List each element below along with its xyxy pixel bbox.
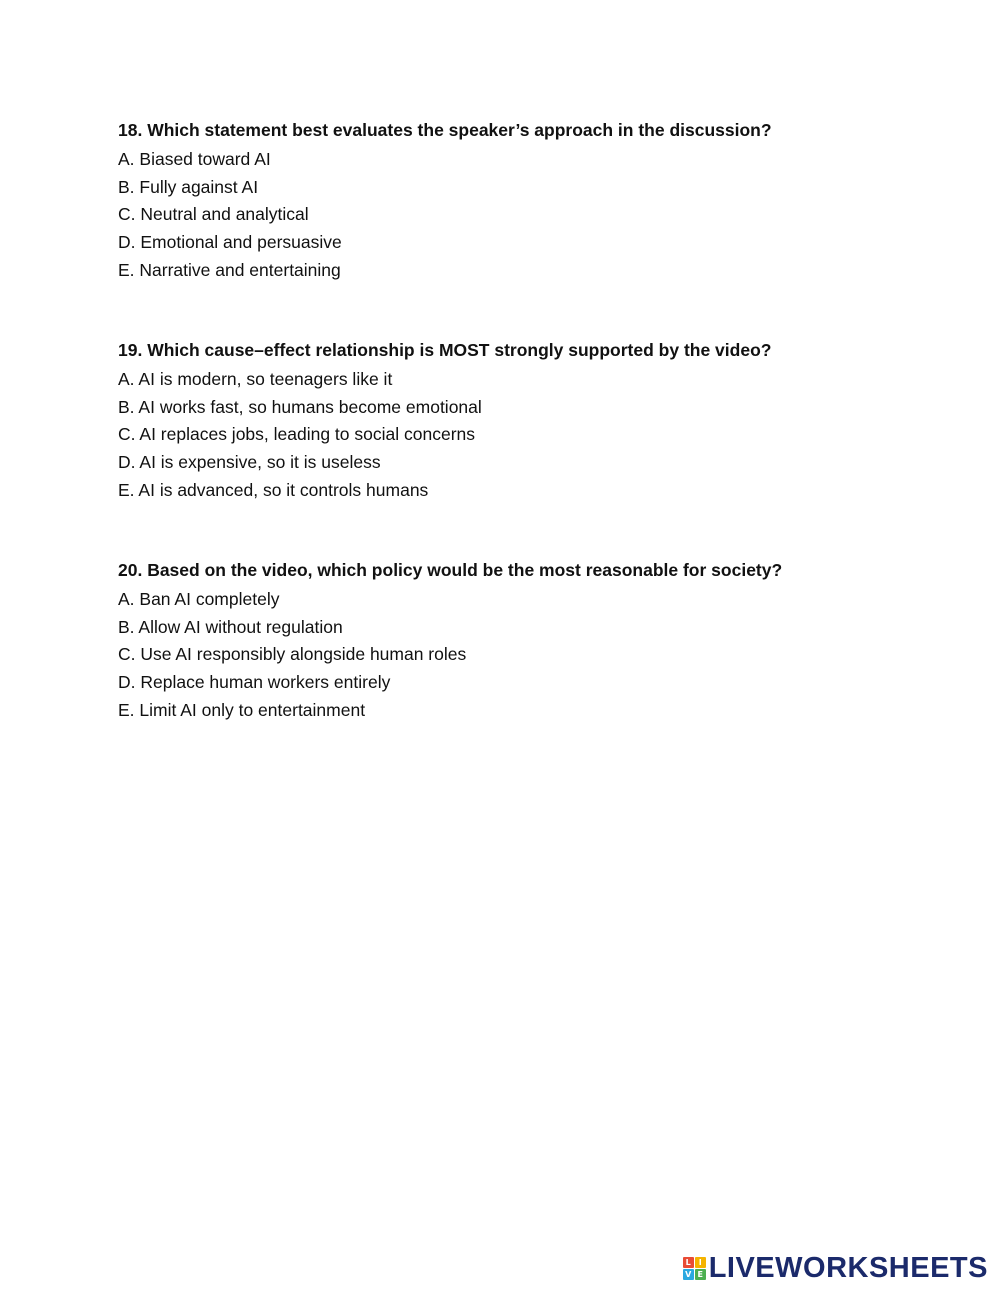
option-d[interactable]: D. AI is expensive, so it is useless: [118, 452, 381, 473]
option-a[interactable]: A. Biased toward AI: [118, 149, 271, 169]
option-e[interactable]: E. AI is advanced, so it controls humans: [118, 479, 429, 500]
option-d[interactable]: D. Replace human workers entirely: [118, 672, 391, 693]
option-d[interactable]: D. Emotional and persuasive: [118, 232, 342, 253]
live-logo-icon: [683, 1257, 706, 1280]
logo-letter-e: E: [695, 1269, 706, 1280]
answer-options: [118, 366, 938, 504]
option-a[interactable]: A. AI is modern, so teenagers like it: [118, 369, 393, 389]
question-text: 18. Which statement best evaluates the speaker’s approach in the discussion?: [118, 120, 772, 140]
option-a[interactable]: A. Ban AI completely: [118, 589, 280, 609]
logo-letter-v: V: [683, 1269, 694, 1280]
question-text: 20. Based on the video, which policy would be the most reasonable for society?: [118, 560, 783, 580]
answer-options: [118, 586, 938, 724]
option-c[interactable]: C. AI replaces jobs, leading to social concerns: [118, 424, 475, 445]
option-e[interactable]: E. Limit AI only to entertainment: [118, 699, 366, 720]
brand-name: LIVEWORKSHEETS: [708, 1252, 988, 1284]
question-18: [118, 118, 938, 284]
logo-letter-i: I: [695, 1257, 706, 1268]
answer-options: [118, 146, 938, 284]
option-e[interactable]: E. Narrative and entertaining: [118, 259, 341, 280]
question-text: 19. Which cause–effect relationship is MOST strongly supported by the video?: [118, 340, 772, 360]
option-b[interactable]: B. AI works fast, so humans become emotional: [118, 396, 482, 417]
question-19: [118, 338, 938, 504]
option-c[interactable]: C. Neutral and analytical: [118, 204, 309, 225]
logo-letter-l: L: [683, 1257, 694, 1268]
question-20: [118, 558, 938, 724]
liveworksheets-logo: [683, 1254, 988, 1282]
option-b[interactable]: B. Fully against AI: [118, 176, 259, 197]
option-b[interactable]: B. Allow AI without regulation: [118, 616, 343, 637]
option-c[interactable]: C. Use AI responsibly alongside human roles: [118, 644, 467, 665]
